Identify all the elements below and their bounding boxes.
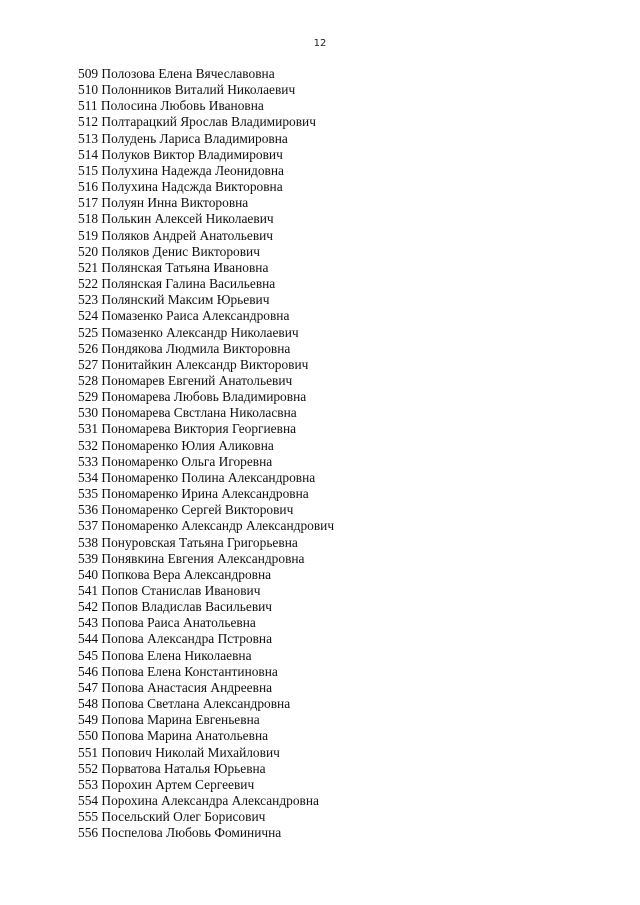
- list-item: 526 Пондякова Людмила Викторовна: [78, 340, 291, 356]
- list-item: 529 Пономарева Любовь Владимировна: [78, 389, 307, 405]
- list-item: 537 Пономаренко Александр Александрович: [78, 518, 335, 534]
- list-item: 553 Порохин Артем Сергеевич: [78, 776, 255, 792]
- list-item: 509 Полозова Елена Вячеславовна: [78, 66, 275, 81]
- list-item: 550 Попова Марина Анатольевна: [78, 728, 269, 744]
- list-item: 536 Пономаренко Сергей Викторович: [78, 502, 294, 518]
- list-item: 551 Попович Николай Михайлович: [78, 744, 280, 760]
- list-item: 519 Поляков Андрей Анатольевич: [78, 227, 274, 243]
- list-item: 528 Пономарев Евгений Анатольевич: [78, 372, 293, 388]
- list-item: 523 Полянский Максим Юрьевич: [78, 292, 270, 308]
- list-item: 524 Помазенко Раиса Александровна: [78, 308, 290, 324]
- list-item: 540 Попкова Вера Александровна: [78, 566, 272, 582]
- list-item: 554 Порохина Александра Александровна: [78, 793, 319, 809]
- list-item: 512 Полтарацкий Ярослав Владимирович: [78, 114, 316, 130]
- list-item: 514 Полуков Виктор Владимирович: [78, 146, 283, 162]
- list-item: 517 Полуян Инна Викторовна: [78, 195, 249, 211]
- list-item: 552 Порватова Наталья Юрьевна: [78, 760, 266, 776]
- list-item: 531 Пономарева Виктория Георгиевна: [78, 421, 297, 437]
- list-item: 555 Посельский Олег Борисович: [78, 809, 266, 825]
- list-item: 522 Полянская Галина Васильевна: [78, 276, 276, 292]
- list-item: 511 Полосина Любовь Ивановна: [78, 98, 264, 114]
- list-item: 532 Пономаренко Юлия Аликовна: [78, 437, 274, 453]
- list-item: 527 Понитайкин Александр Викторович: [78, 356, 309, 372]
- list-item: 541 Попов Станислав Иванович: [78, 583, 261, 598]
- list-item: 516 Полухина Надсжда Викторовна: [78, 179, 283, 195]
- list-item: 547 Попова Анастасия Андреевна: [78, 679, 273, 695]
- list-item: 539 Понявкина Евгения Александровна: [78, 550, 305, 566]
- list-item: 525 Помазенко Александр Николаевич: [78, 324, 299, 340]
- list-item: 533 Пономаренко Ольга Игоревна: [78, 453, 273, 469]
- list-item: 521 Полянская Татьяна Ивановна: [78, 259, 269, 275]
- page-number: 12: [313, 38, 327, 49]
- list-item: 518 Полькин Алексей Николаевич: [78, 211, 274, 227]
- list-item: 535 Пономаренко Ирина Александровна: [78, 486, 309, 502]
- list-item: 538 Понуровская Татьяна Григорьевна: [78, 534, 298, 550]
- list-item: 543 Попова Раиса Анатольевна: [78, 615, 256, 631]
- list-item: 556 Поспелова Любовь Фоминична: [78, 825, 282, 841]
- list-item: 515 Полухина Надежда Леонидовна: [78, 162, 284, 178]
- entry-list: [78, 66, 598, 842]
- list-item: 549 Попова Марина Евгеньевна: [78, 712, 260, 728]
- list-item: 544 Попова Александра Пстровна: [78, 631, 273, 647]
- list-item: 530 Пономарева Свстлана Николасвна: [78, 405, 297, 421]
- list-item: 545 Попова Елена Николаевна: [78, 647, 252, 663]
- list-item: 548 Попова Светлана Александровна: [78, 696, 291, 712]
- list-item: 513 Полудень Лариса Владимировна: [78, 130, 288, 146]
- list-item: 534 Пономаренко Полина Александровна: [78, 469, 316, 485]
- list-item: 510 Полонников Виталий Николаевич: [78, 82, 296, 98]
- list-item: 520 Поляков Денис Викторович: [78, 243, 260, 259]
- list-item: 542 Попов Владислав Васильевич: [78, 599, 273, 615]
- list-item: 546 Попова Елена Константиновна: [78, 663, 278, 679]
